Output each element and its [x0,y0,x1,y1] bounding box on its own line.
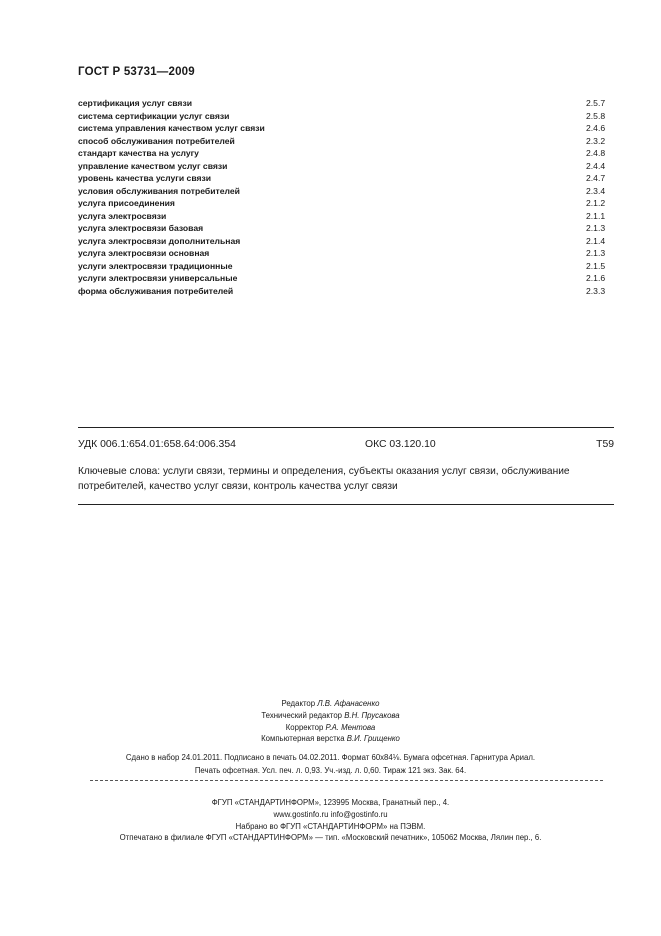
index-term: уровень качества услуги связи [78,173,212,183]
index-term: услуга присоединения [78,198,175,208]
index-term: сертификация услуг связи [78,98,192,108]
index-number: 2.1.3 [586,223,606,233]
publisher-typeset: Набрано во ФГУП «СТАНДАРТИНФОРМ» на ПЭВМ. [235,821,426,831]
publisher-block [0,797,661,844]
credit-corrector [0,722,661,734]
index-row [78,210,610,223]
index-number: 2.3.3 [586,285,606,296]
index-row [78,97,610,110]
index-number: 2.3.4 [586,185,606,196]
print-info-line-1: Сдано в набор 24.01.2011. Подписано в печать 04.02.2011. Формат 60x84⅛. Бумага офсетная. Гарнитура Ариал. [125,753,536,762]
index-row [78,110,610,123]
index-row [78,160,610,173]
index-number: 2.4.8 [586,148,606,158]
index-number: 2.4.6 [586,123,606,133]
top-divider [78,427,614,428]
credit-layout [0,733,661,745]
credits-block [0,698,661,745]
credit-label: Редактор [281,699,316,708]
bibliographic-line [78,439,614,453]
index-row [78,185,610,198]
credit-name: Р.А. Ментова [325,722,376,732]
index-term: способ обслуживания потребителей [78,135,235,146]
index-term: услуги электросвязи универсальные [78,273,238,283]
credit-tech-editor [0,710,661,722]
index-row [78,285,610,298]
index-term: услуга электросвязи дополнительная [78,235,241,246]
index-number: 2.5.7 [586,98,606,108]
index-term: управление качеством услуг связи [78,160,228,171]
index-row [78,222,610,235]
credit-label: Технический редактор [261,710,343,720]
publisher-web: www.gostinfo.ru info@gostinfo.ru [273,809,388,819]
index-row [78,260,610,273]
keywords-text: Ключевые слова: услуги связи, термины и определения, субъекты оказания услуг связи, обслуживание потребителей, качество услуг связи, контроль качества услуг связи [78,466,570,492]
page-header-title: ГОСТ Р 53731—2009 [78,66,195,78]
index-number: 2.1.3 [586,248,606,258]
publisher-address: ФГУП «СТАНДАРТИНФОРМ», 123995 Москва, Гранатный пер., 4. [211,798,450,807]
index-row [78,122,610,135]
index-row [78,172,610,185]
credit-name: В.Н. Прусакова [344,710,400,720]
index-number: 2.4.4 [586,160,606,171]
index-term: стандарт качества на услугу [78,148,199,158]
index-term: форма обслуживания потребителей [78,285,234,296]
index-row [78,247,610,260]
index-number: 2.1.1 [586,210,606,221]
index-term: услуги электросвязи традиционные [78,260,233,271]
bottom-divider [78,504,614,505]
index-term: условия обслуживания потребителей [78,185,240,196]
index-row [78,135,610,148]
credit-label: Корректор [285,722,324,732]
index-number: 2.1.6 [586,273,606,283]
dashed-separator [90,780,603,781]
index-row [78,197,610,210]
credit-label: Компьютерная верстка [261,734,345,744]
index-number: 2.5.8 [586,110,606,121]
index-number: 2.1.5 [586,260,606,271]
term-index [78,97,610,297]
print-info-block [0,752,661,777]
index-term: услуга электросвязи основная [78,248,210,258]
index-number: 2.1.4 [586,235,606,246]
index-number: 2.3.2 [586,135,606,146]
credit-name: В.И. Грищенко [346,734,400,744]
index-term: услуга электросвязи [78,210,167,221]
credit-editor [0,698,661,710]
udk-code: УДК 006.1:654.01:658.64:006.354 [78,439,236,450]
publisher-printed: Отпечатано в филиале ФГУП «СТАНДАРТИНФОРМ» — тип. «Московский печатник», 105062 Москва, Лялин пер., 6. [119,833,542,843]
index-term: услуга электросвязи базовая [78,223,204,233]
credit-name: Л.В. Афанасенко [317,699,380,708]
index-term: система сертификации услуг связи [78,110,230,121]
classification-code: Т59 [596,439,614,450]
print-info-line-2: Печать офсетная. Усл. печ. л. 0,93. Уч.-изд. л. 0,60. Тираж 121 экз. Зак. 64. [194,765,467,775]
index-row [78,272,610,285]
index-term: система управления качеством услуг связи [78,123,265,133]
index-row [78,147,610,160]
index-number: 2.4.7 [586,173,606,183]
oks-code: ОКС 03.120.10 [365,439,436,450]
index-number: 2.1.2 [586,198,606,208]
index-row [78,235,610,248]
